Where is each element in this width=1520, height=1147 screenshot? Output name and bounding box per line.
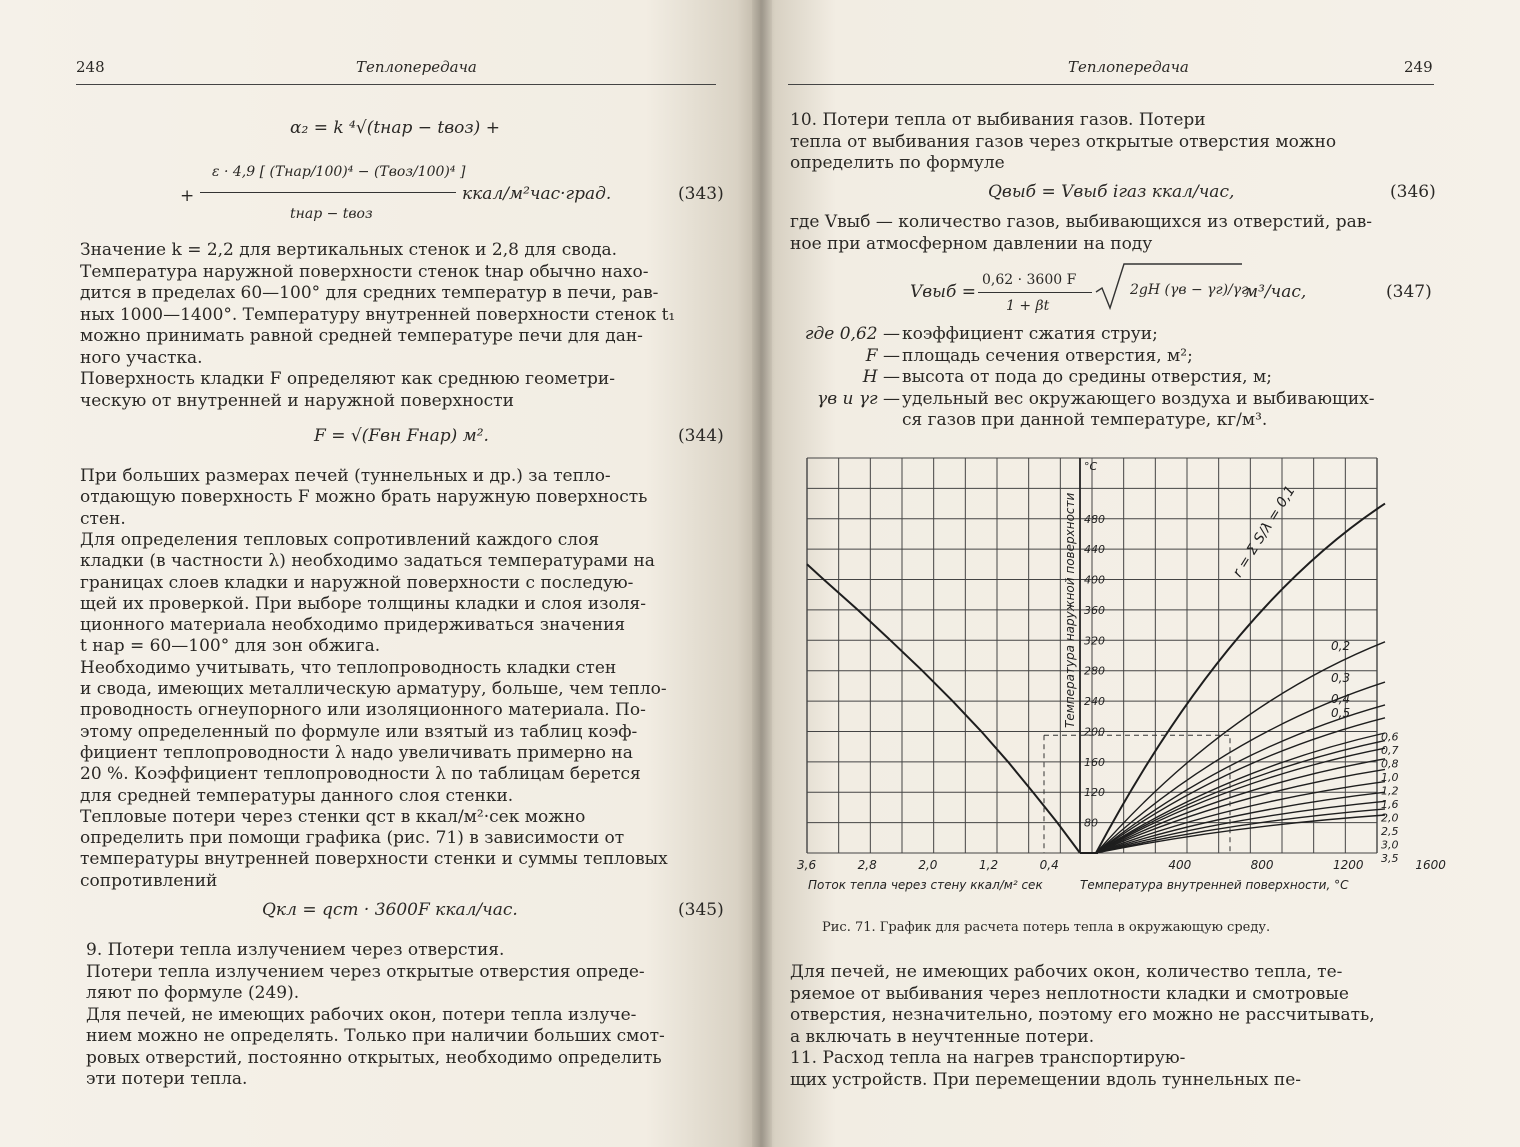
text-line: определить по формуле <box>790 153 1005 173</box>
equation-number-347: (347) <box>1386 282 1432 302</box>
text-line: 11. Расход тепла на нагрев транспортирую- <box>790 1048 1186 1068</box>
formula-345: Qкл = qст · 3600F ккал/час. <box>262 900 518 920</box>
header-rule <box>76 84 716 85</box>
text-line: Для определения тепловых сопротивлений каждого слоя <box>80 529 600 550</box>
text-line: ного участка. <box>80 347 203 368</box>
text-line: сопротивлений <box>80 870 218 891</box>
text-line: где Vвыб — количество газов, выбивающихся из отверстий, рав- <box>790 212 1373 232</box>
text-line: границах слоев кладки и наружной поверхности с последую- <box>80 572 634 593</box>
x-tick-label: 2,0 <box>918 858 938 872</box>
text-line: стен. <box>80 508 126 529</box>
x-tick-label: 2,8 <box>857 858 877 872</box>
y-tick-label: 320 <box>1084 634 1105 648</box>
text-line: кладки (в частности λ) необходимо задаться температурами на <box>80 551 655 572</box>
y-tick-label: 480 <box>1084 512 1105 526</box>
text-line: ряемое от выбивания через неплотности кладки и смотровые <box>790 983 1349 1004</box>
curve-label: 1,6 <box>1381 798 1399 811</box>
curve-label: 3,5 <box>1381 852 1399 865</box>
text-line: фициент теплопроводности λ надо увеличивать примерно на <box>80 742 633 763</box>
text-line: Поверхность кладки F определяют как среднюю геометри- <box>80 369 615 389</box>
curve-label: 0,6 <box>1381 730 1399 744</box>
formula-344: F = √(Fвн Fнар) м². <box>314 426 489 446</box>
curve-label: 3,0 <box>1381 838 1399 852</box>
y-tick-label: 160 <box>1084 755 1105 769</box>
running-head-right: Теплопередача <box>1068 58 1189 76</box>
definition-text: площадь сечения отверстия, м²; <box>902 345 1193 366</box>
x-tick-label: 3,6 <box>797 858 817 872</box>
definition-text: ся газов при данной температуре, кг/м³. <box>902 410 1268 430</box>
x-right-axis-label: Температура внутренней поверхности, °С <box>1080 878 1349 892</box>
fraction-bar <box>200 192 456 193</box>
curve-label: 0,5 <box>1331 705 1351 720</box>
text-line: дится в пределах 60—100° для средних температур в печи, рав- <box>80 283 659 303</box>
formula-347-denominator: 1 + βt <box>1006 298 1050 314</box>
y-unit-label: °C <box>1084 460 1098 473</box>
plus-sign: + <box>180 186 195 206</box>
text-line: 20 %. Коэффициент теплопроводности λ по таблицам берется <box>80 764 641 785</box>
x-left-axis-label: Поток тепла через стену ккал/м² сек <box>808 878 1043 892</box>
figure-71-chart <box>790 448 1450 918</box>
text-line: тепла от выбивания газов через открытые отверстия можно <box>790 131 1337 152</box>
book-gutter <box>752 0 772 1147</box>
text-line: Для печей, не имеющих рабочих окон, количество тепла, те- <box>790 962 1343 982</box>
text-line: для средней температуры данного слоя стенки. <box>80 785 514 806</box>
y-tick-label: 360 <box>1084 603 1105 617</box>
text-line: Потери тепла излучением через открытые отверстия опреде- <box>86 961 645 982</box>
text-line: ровых отверстий, постоянно открытых, необходимо определить <box>86 1047 662 1068</box>
text-line: эти потери тепла. <box>86 1069 248 1089</box>
x-tick-label: 1,2 <box>979 858 999 872</box>
text-line: этому определенный по формуле или взятый из таблиц коэф- <box>80 721 638 742</box>
y-tick-label: 200 <box>1084 725 1105 739</box>
text-line: а включать в неучтенные потери. <box>790 1026 1095 1047</box>
curve-label: 0,2 <box>1331 638 1351 653</box>
text-line: Для печей, не имеющих рабочих окон, потери тепла излуче- <box>86 1004 637 1025</box>
y-tick-label: 120 <box>1084 786 1105 800</box>
text-line: ческую от внутренней и наружной поверхности <box>80 390 514 411</box>
right-page <box>760 0 1520 1147</box>
y-tick-label: 240 <box>1084 695 1105 709</box>
text-line: и свода, имеющих металлическую арматуру, больше, чем тепло- <box>80 679 667 699</box>
curve-label: 0,8 <box>1381 757 1399 771</box>
text-line: отверстия, незначительно, поэтому его можно не рассчитывать, <box>790 1005 1375 1025</box>
text-line: 10. Потери тепла от выбивания газов. Потери <box>790 110 1206 130</box>
page-number: 248 <box>76 58 105 76</box>
definition-symbol: γв и γг — <box>817 388 900 409</box>
curve-label: 0,4 <box>1331 692 1351 707</box>
equation-number-345: (345) <box>678 900 724 920</box>
y-tick-label: 280 <box>1084 664 1105 678</box>
y-tick-label: 440 <box>1084 543 1105 557</box>
text-line: При больших размерах печей (туннельных и др.) за тепло- <box>80 466 611 486</box>
y-axis-label: Температура наружной поверхности <box>1063 492 1077 728</box>
x-tick-label: 0,4 <box>1039 858 1059 872</box>
text-line: щих устройств. При перемещении вдоль туннельных пе- <box>790 1069 1302 1090</box>
curve-label: 0,3 <box>1331 670 1351 685</box>
text-line: Тепловые потери через стенки qст в ккал/м²·сек можно <box>80 806 586 827</box>
text-line: Необходимо учитывать, что теплопроводность кладки стен <box>80 657 617 678</box>
definition-symbol: H — <box>862 367 900 387</box>
definition-text: удельный вес окружающего воздуха и выбивающих- <box>902 388 1375 409</box>
y-tick-label: 80 <box>1084 816 1098 830</box>
text-line: Значение k = 2,2 для вертикальных стенок и 2,8 для свода. <box>80 240 618 260</box>
text-line: ное при атмосферном давлении на поду <box>790 233 1153 254</box>
text-line: щей их проверкой. При выборе толщины кладки и слоя изоля- <box>80 593 646 614</box>
curve-label: 2,0 <box>1381 811 1399 825</box>
formula-343-denominator: tнар − tвоз <box>290 206 373 222</box>
page-number-right: 249 <box>1404 58 1433 76</box>
text-line: Температура наружной поверхности стенок tнар обычно нахо- <box>80 261 649 282</box>
formula-347-unit: м³/час, <box>1244 282 1307 302</box>
formula-347-lhs: Vвыб = <box>910 282 977 302</box>
equation-number-346: (346) <box>1390 182 1436 202</box>
text-line: можно принимать равной средней температуре печи для дан- <box>80 326 643 346</box>
x-tick-label: 400 <box>1168 858 1192 872</box>
formula-343-numerator: ε · 4,9 [ (Tнар/100)⁴ − (Tвоз/100)⁴ ] <box>212 164 466 180</box>
x-tick-label: 1600 <box>1415 858 1446 872</box>
heat-flow-curve <box>807 564 1080 853</box>
curve-label: r = Σ S/λ = 0,1 <box>1229 483 1299 581</box>
fraction-bar-347 <box>978 292 1092 293</box>
figure-caption: Рис. 71. График для расчета потерь тепла в окружающую среду. <box>822 920 1271 935</box>
text-line: нием можно не определять. Только при наличии больших смот- <box>86 1026 665 1046</box>
text-line: отдающую поверхность F можно брать наружную поверхность <box>80 487 648 508</box>
definition-symbol: где 0,62 — <box>804 324 900 344</box>
header-rule-right <box>788 84 1434 85</box>
definition-text: высота от пода до средины отверстия, м; <box>902 367 1272 387</box>
text-line: ционного материала необходимо придерживаться значения <box>80 615 626 636</box>
definition-text: коэффициент сжатия струи; <box>902 324 1158 344</box>
curve-label: 2,5 <box>1381 825 1399 838</box>
text-line: температуры внутренней поверхности стенки и суммы тепловых <box>80 849 668 870</box>
formula-346: Qвыб = Vвыб iгаз ккал/час, <box>988 182 1235 202</box>
y-tick-label: 400 <box>1084 573 1105 587</box>
equation-number-344: (344) <box>678 426 724 446</box>
text-line: ных 1000—1400°. Температуру внутренней поверхности стенок t₁ <box>80 304 676 325</box>
definition-symbol: F — <box>865 345 900 366</box>
formula-347-numerator: 0,62 · 3600 F <box>982 272 1077 288</box>
x-tick-label: 800 <box>1250 858 1274 872</box>
text-line: определить при помощи графика (рис. 71) в зависимости от <box>80 828 625 849</box>
x-tick-label: 1200 <box>1333 858 1364 872</box>
formula-347-radicand: 2gH (γв − γг)/γг <box>1130 282 1249 298</box>
text-line: 9. Потери тепла излучением через отверстия. <box>86 940 505 960</box>
curve-label: 1,0 <box>1381 771 1399 784</box>
text-line: проводность огнеупорного или изоляционного материала. По- <box>80 700 646 721</box>
formula-343-unit: ккал/м²час·град. <box>462 184 612 204</box>
formula-343-line1: α₂ = k ⁴√(tнар − tвоз) + <box>290 118 500 138</box>
curve-label: 0,7 <box>1381 744 1399 757</box>
running-head: Теплопередача <box>356 58 477 76</box>
equation-number-343: (343) <box>678 184 724 204</box>
text-line: t нар = 60—100° для зон обжига. <box>80 636 381 657</box>
text-line: ляют по формуле (249). <box>86 983 300 1003</box>
curve-label: 1,2 <box>1381 784 1399 798</box>
